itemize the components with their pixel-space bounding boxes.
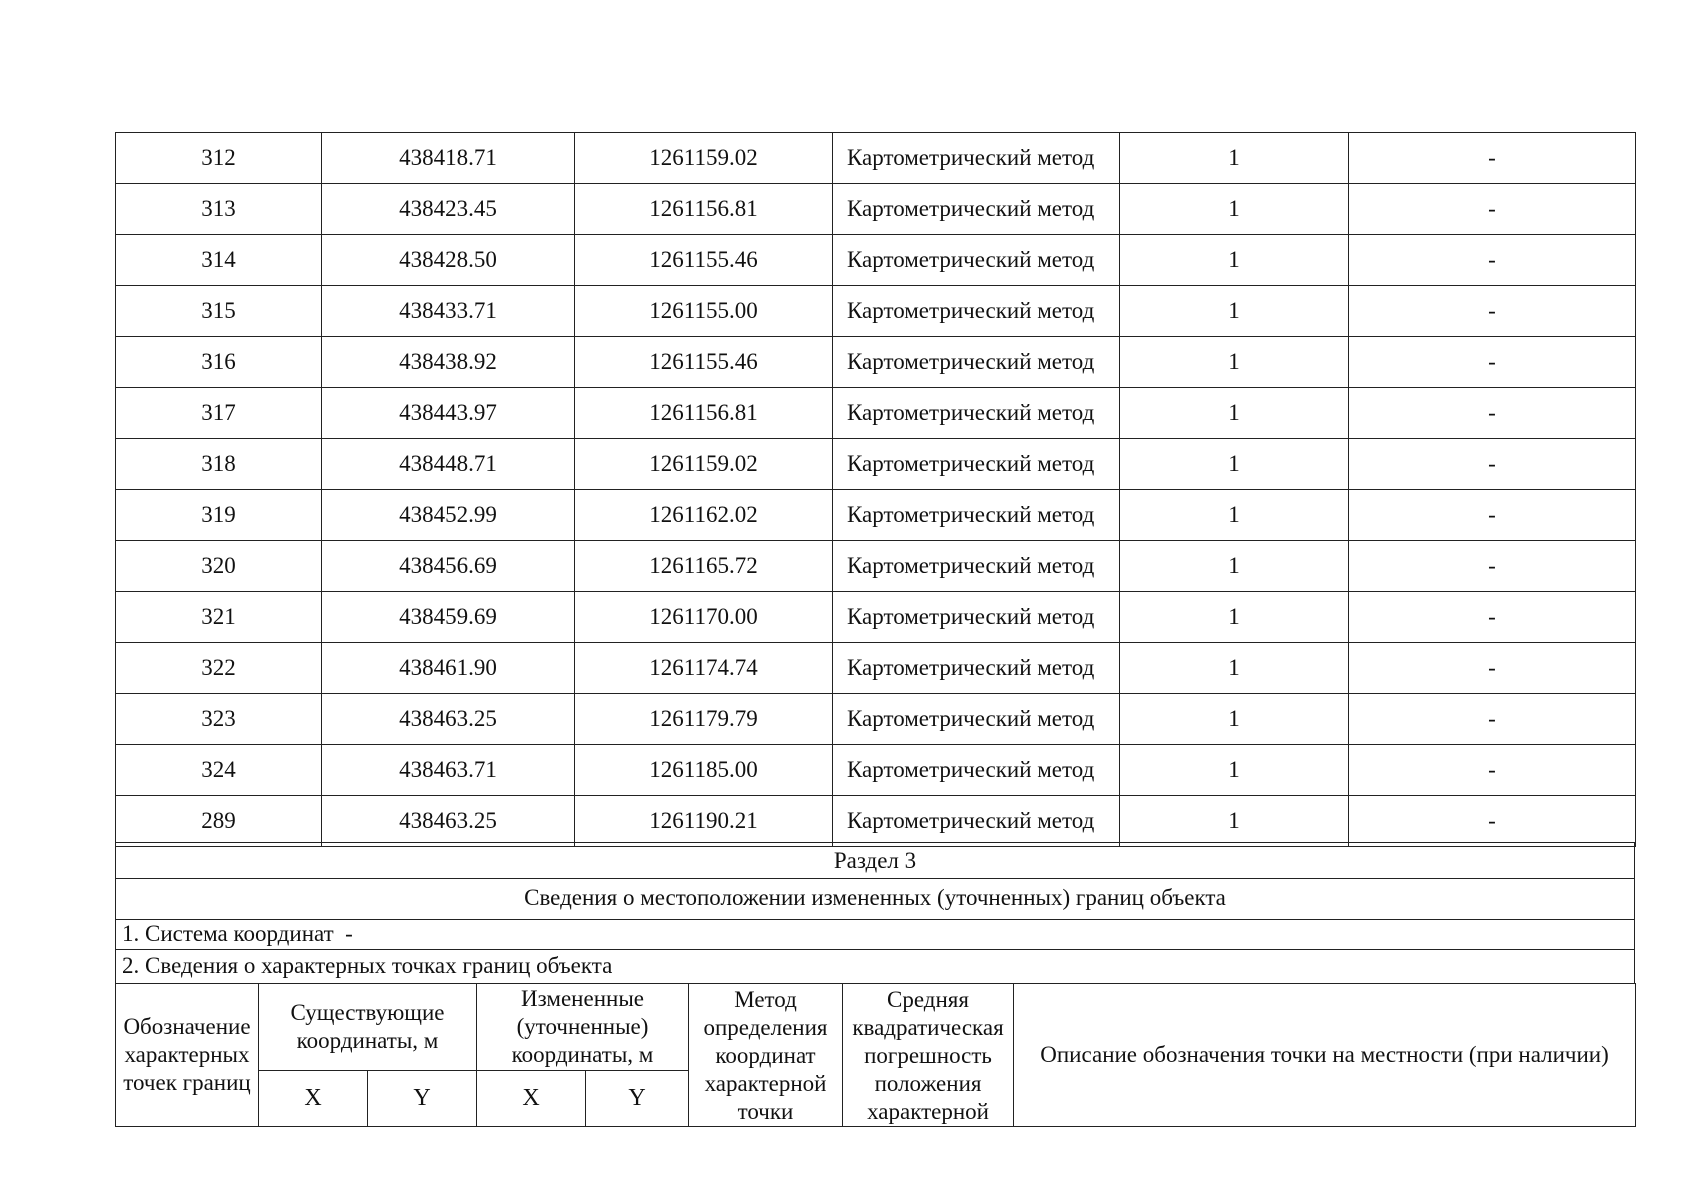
- header-changed-y: Y: [586, 1070, 689, 1126]
- header-changed-x: X: [477, 1070, 586, 1126]
- point-number-cell: 312: [116, 133, 322, 184]
- mean-error-cell: 1: [1120, 541, 1349, 592]
- mean-error-cell: 1: [1120, 643, 1349, 694]
- table-row: [116, 286, 1636, 337]
- section-title: Раздел 3: [115, 842, 1635, 879]
- point-number-cell: 323: [116, 694, 322, 745]
- x-coordinate-cell: 438433.71: [322, 286, 575, 337]
- section-subtitle: Сведения о местоположении измененных (уточненных) границ объекта: [115, 877, 1635, 920]
- header-description: Описание обозначения точки на местности (при наличии): [1014, 984, 1636, 1127]
- y-coordinate-cell: 1261185.00: [575, 745, 833, 796]
- mean-error-cell: 1: [1120, 592, 1349, 643]
- point-number-cell: 321: [116, 592, 322, 643]
- y-coordinate-cell: 1261155.46: [575, 337, 833, 388]
- method-cell: Картометрический метод: [833, 235, 1120, 286]
- y-coordinate-cell: 1261155.46: [575, 235, 833, 286]
- x-coordinate-cell: 438428.50: [322, 235, 575, 286]
- header-existing-coords: Существующие координаты, м: [259, 984, 477, 1071]
- table-row: [116, 184, 1636, 235]
- method-cell: Картометрический метод: [833, 541, 1120, 592]
- table-row: [116, 337, 1636, 388]
- description-cell: -: [1349, 694, 1636, 745]
- boundary-points-table: [115, 132, 1636, 847]
- x-coordinate-cell: 438456.69: [322, 541, 575, 592]
- description-cell: -: [1349, 133, 1636, 184]
- method-cell: Картометрический метод: [833, 184, 1120, 235]
- point-number-cell: 318: [116, 439, 322, 490]
- description-cell: -: [1349, 337, 1636, 388]
- method-cell: Картометрический метод: [833, 133, 1120, 184]
- table-row: [116, 235, 1636, 286]
- point-number-cell: 324: [116, 745, 322, 796]
- x-coordinate-cell: 438463.25: [322, 694, 575, 745]
- y-coordinate-cell: 1261179.79: [575, 694, 833, 745]
- x-coordinate-cell: 438463.25: [322, 796, 575, 847]
- y-coordinate-cell: 1261174.74: [575, 643, 833, 694]
- header-method: Метод определения координат характерной точки: [689, 984, 843, 1127]
- header-changed-coords: Измененные (уточненные) координаты, м: [477, 984, 689, 1071]
- point-number-cell: 317: [116, 388, 322, 439]
- coordinate-system-label: 1. Система координат: [122, 921, 334, 946]
- coordinate-system-line: [115, 919, 1635, 950]
- header-existing-x: X: [259, 1070, 368, 1126]
- point-number-cell: 315: [116, 286, 322, 337]
- mean-error-cell: 1: [1120, 745, 1349, 796]
- x-coordinate-cell: 438448.71: [322, 439, 575, 490]
- table-row: [116, 694, 1636, 745]
- y-coordinate-cell: 1261155.00: [575, 286, 833, 337]
- boundary-points-body: [116, 133, 1636, 847]
- method-cell: Картометрический метод: [833, 337, 1120, 388]
- method-cell: Картометрический метод: [833, 490, 1120, 541]
- description-cell: -: [1349, 643, 1636, 694]
- header-existing-y: Y: [368, 1070, 477, 1126]
- y-coordinate-cell: 1261156.81: [575, 388, 833, 439]
- x-coordinate-cell: 438461.90: [322, 643, 575, 694]
- description-cell: -: [1349, 745, 1636, 796]
- table-row: [116, 439, 1636, 490]
- y-coordinate-cell: 1261190.21: [575, 796, 833, 847]
- x-coordinate-cell: 438452.99: [322, 490, 575, 541]
- mean-error-cell: 1: [1120, 796, 1349, 847]
- mean-error-cell: 1: [1120, 388, 1349, 439]
- table-row: [116, 592, 1636, 643]
- y-coordinate-cell: 1261159.02: [575, 133, 833, 184]
- changed-points-header-table: [115, 983, 1636, 1127]
- y-coordinate-cell: 1261156.81: [575, 184, 833, 235]
- table-row: [116, 796, 1636, 847]
- points-info-line: 2. Сведения о характерных точках границ объекта: [115, 949, 1635, 984]
- y-coordinate-cell: 1261159.02: [575, 439, 833, 490]
- y-coordinate-cell: 1261162.02: [575, 490, 833, 541]
- mean-error-cell: 1: [1120, 235, 1349, 286]
- point-number-cell: 320: [116, 541, 322, 592]
- mean-error-cell: 1: [1120, 337, 1349, 388]
- x-coordinate-cell: 438438.92: [322, 337, 575, 388]
- description-cell: -: [1349, 184, 1636, 235]
- point-number-cell: 322: [116, 643, 322, 694]
- mean-error-cell: 1: [1120, 694, 1349, 745]
- mean-error-cell: 1: [1120, 184, 1349, 235]
- table-row: [116, 745, 1636, 796]
- description-cell: -: [1349, 439, 1636, 490]
- description-cell: -: [1349, 286, 1636, 337]
- method-cell: Картометрический метод: [833, 388, 1120, 439]
- point-number-cell: 314: [116, 235, 322, 286]
- method-cell: Картометрический метод: [833, 643, 1120, 694]
- coordinate-system-value: -: [345, 921, 353, 946]
- table-row: [116, 133, 1636, 184]
- x-coordinate-cell: 438418.71: [322, 133, 575, 184]
- table-row: [116, 643, 1636, 694]
- point-number-cell: 289: [116, 796, 322, 847]
- x-coordinate-cell: 438463.71: [322, 745, 575, 796]
- method-cell: Картометрический метод: [833, 745, 1120, 796]
- table-row: [116, 490, 1636, 541]
- mean-error-cell: 1: [1120, 133, 1349, 184]
- method-cell: Картометрический метод: [833, 286, 1120, 337]
- x-coordinate-cell: 438443.97: [322, 388, 575, 439]
- header-mean-error: Средняя квадратическая погрешность положения характерной: [843, 984, 1014, 1127]
- mean-error-cell: 1: [1120, 490, 1349, 541]
- description-cell: -: [1349, 541, 1636, 592]
- method-cell: Картометрический метод: [833, 439, 1120, 490]
- description-cell: -: [1349, 592, 1636, 643]
- point-number-cell: 313: [116, 184, 322, 235]
- mean-error-cell: 1: [1120, 286, 1349, 337]
- method-cell: Картометрический метод: [833, 796, 1120, 847]
- y-coordinate-cell: 1261165.72: [575, 541, 833, 592]
- x-coordinate-cell: 438423.45: [322, 184, 575, 235]
- y-coordinate-cell: 1261170.00: [575, 592, 833, 643]
- description-cell: -: [1349, 490, 1636, 541]
- point-number-cell: 316: [116, 337, 322, 388]
- point-number-cell: 319: [116, 490, 322, 541]
- mean-error-cell: 1: [1120, 439, 1349, 490]
- description-cell: -: [1349, 388, 1636, 439]
- method-cell: Картометрический метод: [833, 592, 1120, 643]
- description-cell: -: [1349, 796, 1636, 847]
- x-coordinate-cell: 438459.69: [322, 592, 575, 643]
- header-point-designation: Обозначение характерных точек границ: [116, 984, 259, 1127]
- table-row: [116, 541, 1636, 592]
- method-cell: Картометрический метод: [833, 694, 1120, 745]
- description-cell: -: [1349, 235, 1636, 286]
- table-row: [116, 388, 1636, 439]
